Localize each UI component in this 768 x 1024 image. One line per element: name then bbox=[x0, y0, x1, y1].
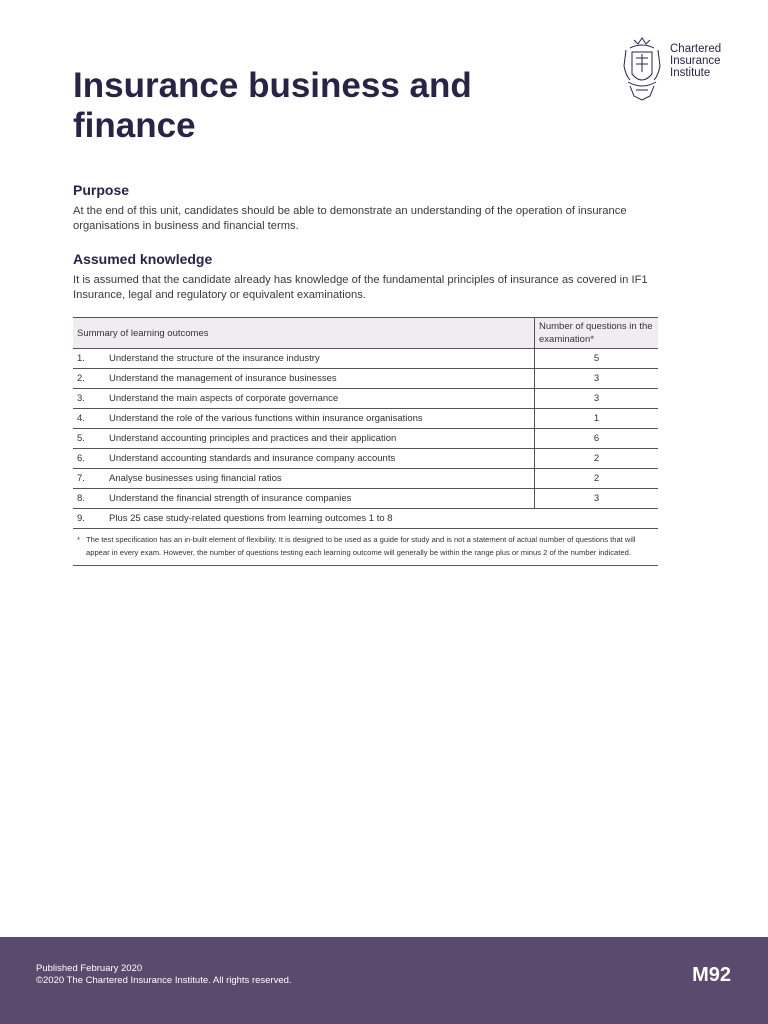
outcome-text: Understand the main aspects of corporate governance bbox=[109, 393, 339, 404]
question-count: 5 bbox=[535, 349, 659, 369]
outcome-cell bbox=[73, 389, 535, 409]
logo-wordmark bbox=[670, 43, 721, 79]
footer-bar bbox=[0, 937, 768, 1024]
outcome-cell bbox=[73, 409, 535, 429]
logo-line-3: Institute bbox=[670, 67, 711, 79]
publication-info bbox=[36, 963, 292, 987]
col-header-questions: Number of questions in the examination* bbox=[535, 318, 659, 349]
learning-outcomes-table bbox=[73, 317, 658, 529]
table-row bbox=[73, 509, 658, 529]
table-row bbox=[73, 369, 658, 389]
table-row bbox=[73, 409, 658, 429]
outcome-cell bbox=[73, 349, 535, 369]
table-row bbox=[73, 389, 658, 409]
question-count: 3 bbox=[535, 489, 659, 509]
question-count: 1 bbox=[535, 409, 659, 429]
assumed-knowledge-heading: Assumed knowledge bbox=[73, 251, 213, 267]
table-row bbox=[73, 349, 658, 369]
table-row bbox=[73, 469, 658, 489]
question-count: 2 bbox=[535, 469, 659, 489]
question-count: 3 bbox=[535, 389, 659, 409]
outcome-text: Understand the structure of the insurance industry bbox=[109, 353, 320, 364]
table-header-row bbox=[73, 318, 658, 349]
question-count: 2 bbox=[535, 449, 659, 469]
outcome-text: Analyse businesses using financial ratios bbox=[109, 473, 282, 484]
table-row bbox=[73, 429, 658, 449]
outcome-text: Understand the financial strength of insurance companies bbox=[109, 493, 352, 504]
purpose-text: At the end of this unit, candidates should be able to demonstrate an understanding of the operation of insurance organisations in business and financial terms. bbox=[73, 205, 627, 232]
outcome-number: 5. bbox=[77, 433, 85, 444]
outcome-number: 3. bbox=[77, 393, 85, 404]
published-date: Published February 2020 bbox=[36, 963, 143, 974]
col-header-outcomes: Summary of learning outcomes bbox=[73, 318, 535, 349]
outcome-cell bbox=[73, 509, 658, 529]
outcome-number: 8. bbox=[77, 493, 85, 504]
table-row bbox=[73, 489, 658, 509]
question-count: 6 bbox=[535, 429, 659, 449]
footnote bbox=[73, 534, 658, 566]
outcome-number: 1. bbox=[77, 353, 85, 364]
outcome-cell bbox=[73, 449, 535, 469]
assumed-knowledge-text: It is assumed that the candidate already has knowledge of the fundamental principles of insurance as covered in IF1 Insurance, legal and regulatory or equivalent examinations. bbox=[73, 274, 648, 301]
outcome-text: Understand accounting principles and practices and their application bbox=[109, 433, 397, 444]
footnote-marker: * bbox=[77, 535, 80, 544]
outcome-cell bbox=[73, 489, 535, 509]
outcome-cell bbox=[73, 369, 535, 389]
outcome-number: 4. bbox=[77, 413, 85, 424]
copyright: ©2020 The Chartered Insurance Institute. All rights reserved. bbox=[36, 975, 292, 986]
coat-of-arms-icon bbox=[620, 36, 664, 102]
outcome-text: Understand the role of the various functions within insurance organisations bbox=[109, 413, 423, 424]
logo-line-1: Chartered bbox=[670, 43, 722, 55]
outcome-number: 7. bbox=[77, 473, 85, 484]
cii-logo bbox=[620, 36, 740, 102]
question-count: 3 bbox=[535, 369, 659, 389]
outcome-number: 6. bbox=[77, 453, 85, 464]
logo-line-2: Insurance bbox=[670, 55, 721, 67]
unit-code: M92 bbox=[692, 964, 731, 986]
outcome-text: Understand the management of insurance businesses bbox=[109, 373, 337, 384]
table-row bbox=[73, 449, 658, 469]
outcome-cell bbox=[73, 429, 535, 449]
page-title: Insurance business and finance bbox=[73, 66, 472, 145]
footnote-text: The test specification has an in-built element of flexibility. It is designed to be used as a guide for study and is not a statement of actual number of questions that will appear in every exam. However, the number of questions testing each learning outcome will generally be within the range plus or minus 2 of the number indicated. bbox=[86, 535, 636, 557]
outcome-number: 9. bbox=[77, 513, 85, 524]
purpose-heading: Purpose bbox=[73, 182, 130, 198]
outcome-text: Understand accounting standards and insurance company accounts bbox=[109, 453, 396, 464]
outcome-number: 2. bbox=[77, 373, 85, 384]
outcome-text: Plus 25 case study-related questions from learning outcomes 1 to 8 bbox=[109, 513, 393, 524]
outcome-cell bbox=[73, 469, 535, 489]
